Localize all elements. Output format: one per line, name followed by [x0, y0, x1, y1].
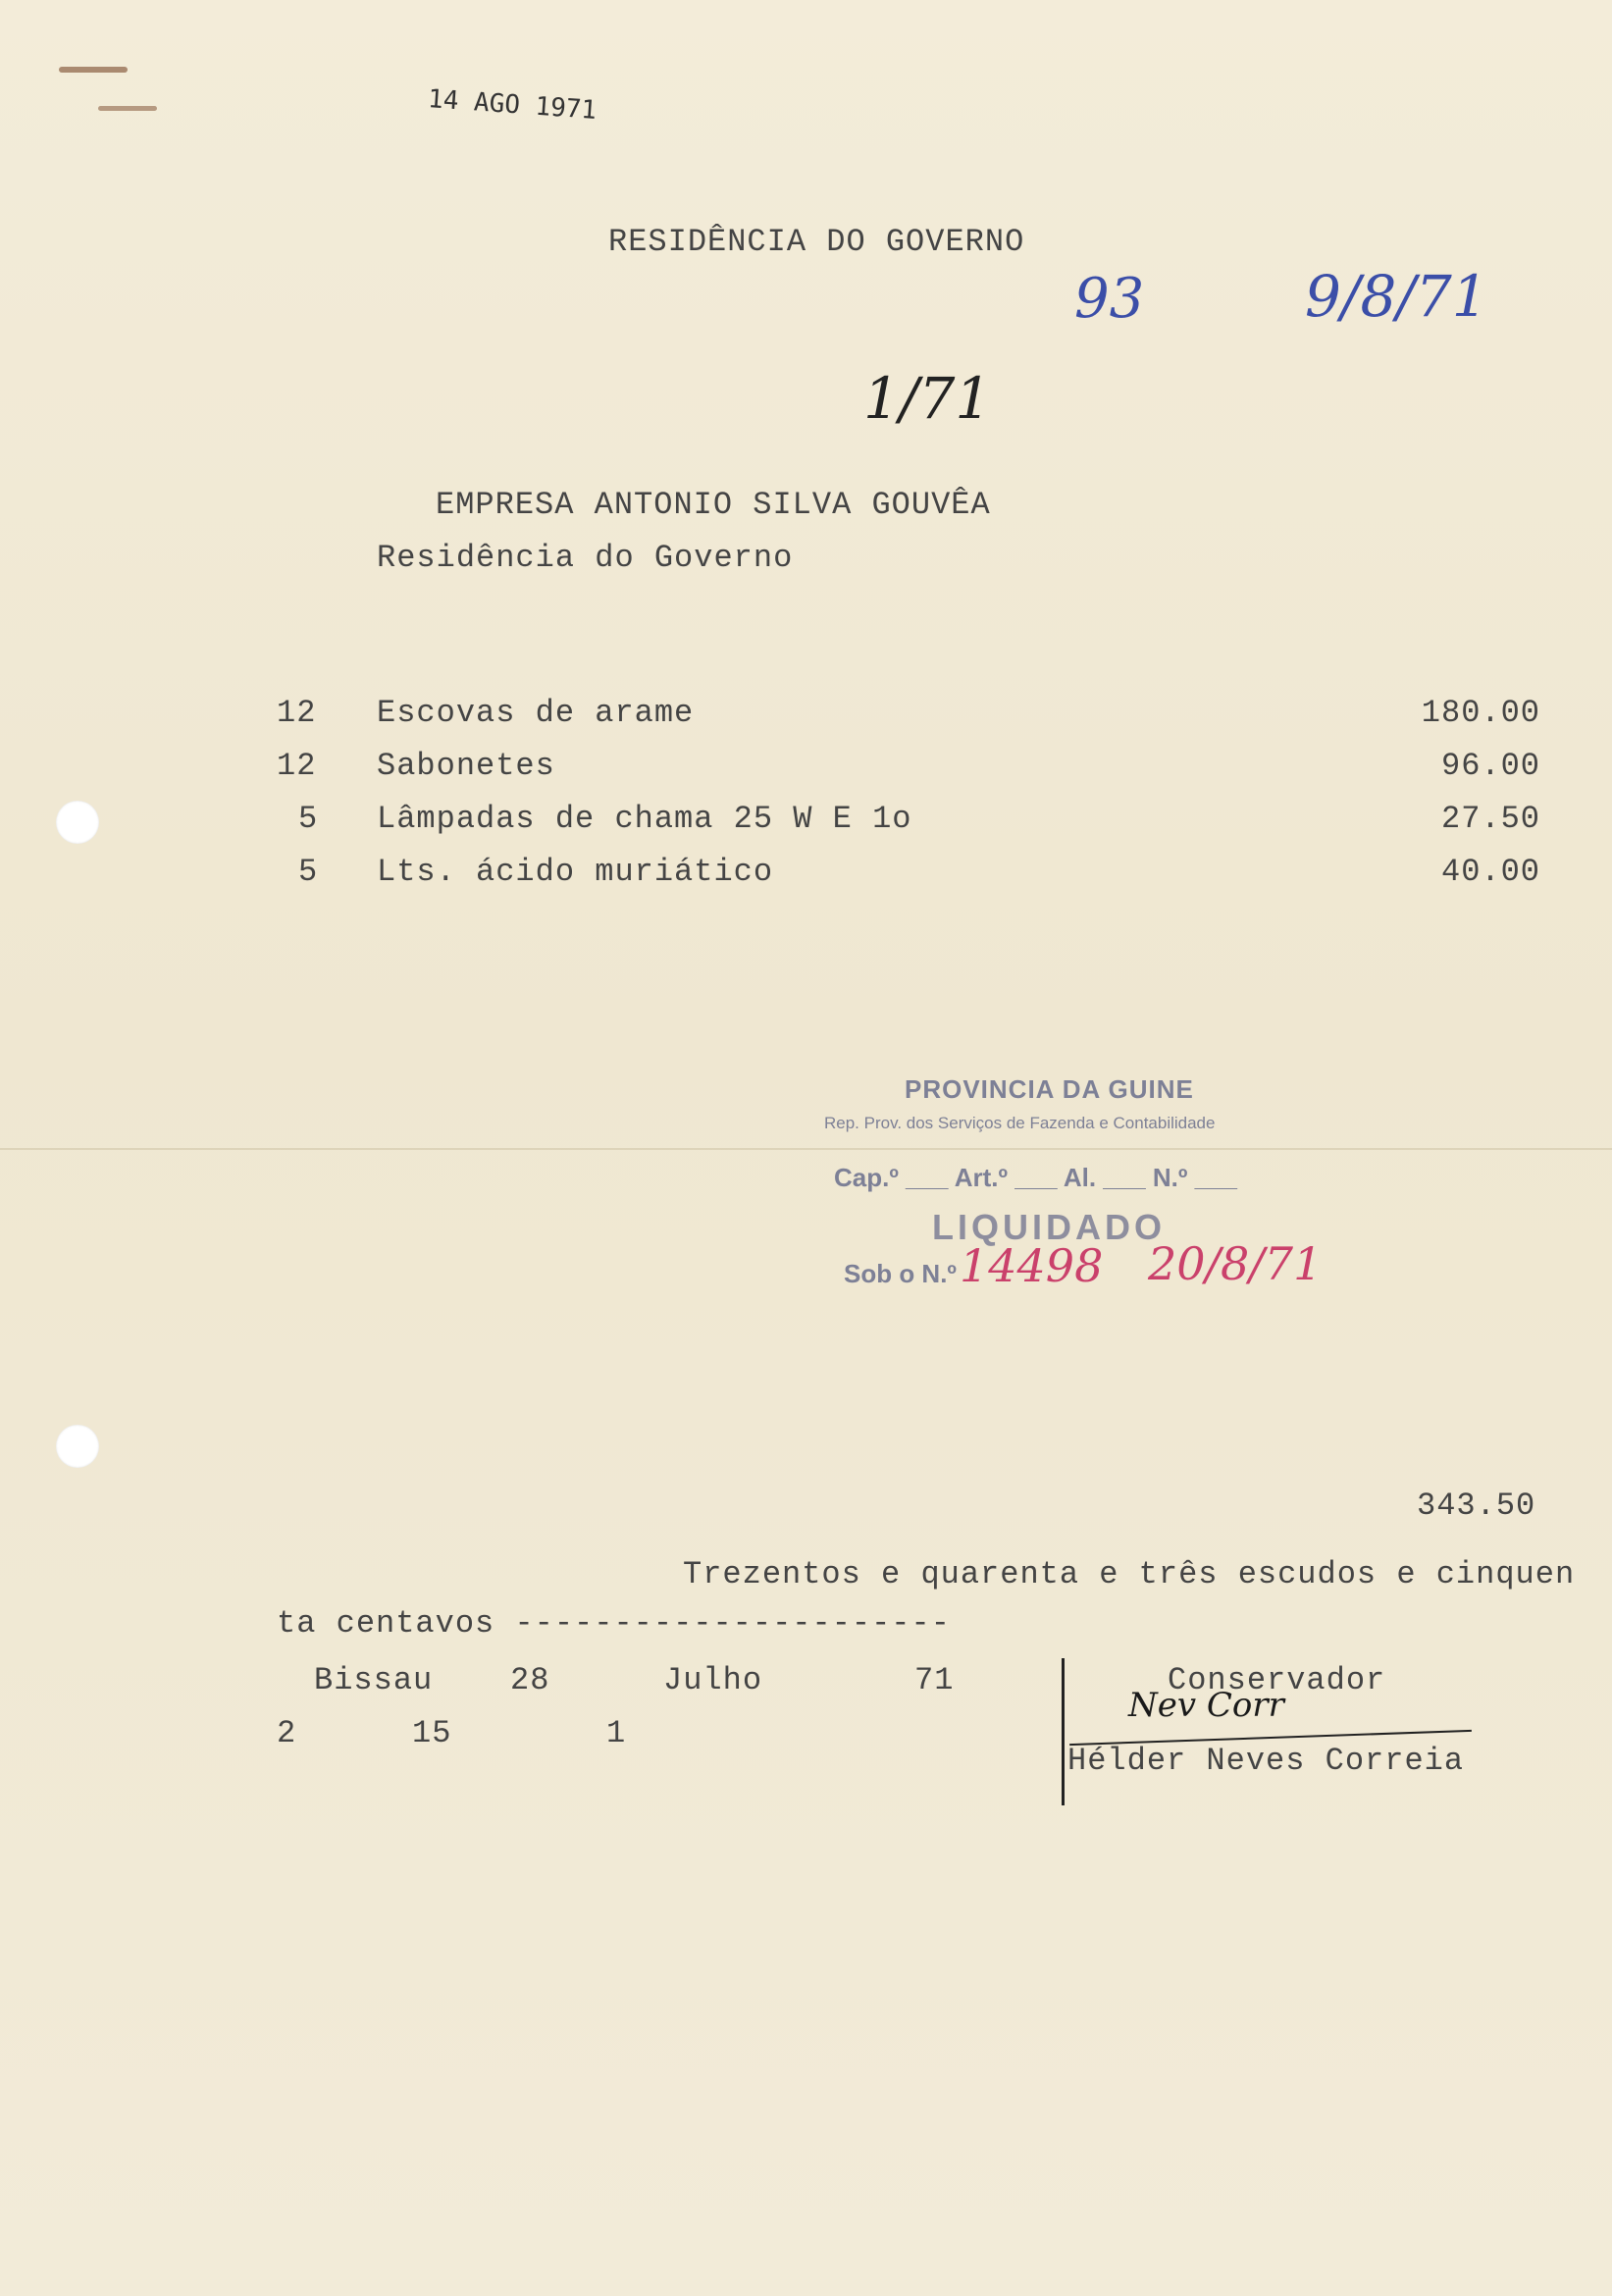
handwritten-date: 9/8/71	[1305, 263, 1488, 330]
item-description: Escovas de arame	[377, 695, 695, 731]
liquidation-stamp	[824, 1074, 1334, 1310]
item-description: Lâmpadas de chama 25 W E 1o	[377, 801, 912, 837]
code-c: 1	[606, 1715, 627, 1751]
item-amount: 40.00	[1440, 854, 1540, 890]
rust-mark	[98, 106, 157, 111]
punch-hole	[56, 801, 99, 844]
total-amount: 343.50	[1417, 1487, 1536, 1524]
item-qty: 5	[298, 801, 319, 837]
place-year: 71	[914, 1662, 955, 1698]
amount-in-words-line1: Trezentos e quarenta e três escudos e cinquen	[683, 1556, 1576, 1592]
item-qty: 5	[298, 854, 319, 890]
item-description: Sabonetes	[377, 748, 555, 784]
handwritten-reference: 1/71	[863, 365, 992, 432]
place-city: Bissau	[314, 1662, 434, 1698]
stamp-number-label: Sob o N.º	[844, 1259, 957, 1288]
place-day: 28	[510, 1662, 550, 1698]
stamp-handwritten-date: 20/8/71	[1148, 1237, 1323, 1290]
supplier-name: EMPRESA ANTONIO SILVA GOUVÊA	[436, 487, 991, 523]
punch-hole	[56, 1425, 99, 1468]
supplier-destination: Residência do Governo	[377, 540, 794, 576]
stamp-service: Rep. Prov. dos Serviços de Fazenda e Contabilidade	[824, 1114, 1216, 1132]
item-qty: 12	[277, 695, 317, 731]
received-date-stamp: 14 AGO 1971	[427, 84, 598, 126]
code-a: 2	[277, 1715, 297, 1751]
item-description: Lts. ácido muriático	[377, 854, 774, 890]
stamp-fields: Cap.º ___ Art.º ___ Al. ___ N.º ___	[834, 1163, 1237, 1192]
item-amount: 96.00	[1440, 748, 1540, 784]
amount-in-words-line2: ta centavos ----------------------	[277, 1605, 951, 1642]
stamp-province: PROVINCIA DA GUINE	[905, 1074, 1194, 1104]
stamp-handwritten-number: 14498	[960, 1239, 1104, 1292]
item-amount: 180.00	[1421, 695, 1540, 731]
stamp-status: LIQUIDADO	[932, 1207, 1166, 1247]
handwritten-number: 93	[1074, 267, 1145, 331]
handwritten-signature: Nev Corr	[1128, 1686, 1284, 1725]
code-b: 15	[412, 1715, 452, 1751]
office-heading: RESIDÊNCIA DO GOVERNO	[608, 224, 1025, 260]
item-qty: 12	[277, 748, 317, 784]
place-month: Julho	[663, 1662, 763, 1698]
signature-role: Conservador	[1168, 1662, 1386, 1698]
rust-mark	[59, 67, 128, 73]
signature-vertical-stroke	[1062, 1658, 1065, 1805]
item-amount: 27.50	[1440, 801, 1540, 837]
signatory-name: Hélder Neves Correia	[1067, 1743, 1465, 1779]
paper-fold	[0, 1148, 1612, 1150]
